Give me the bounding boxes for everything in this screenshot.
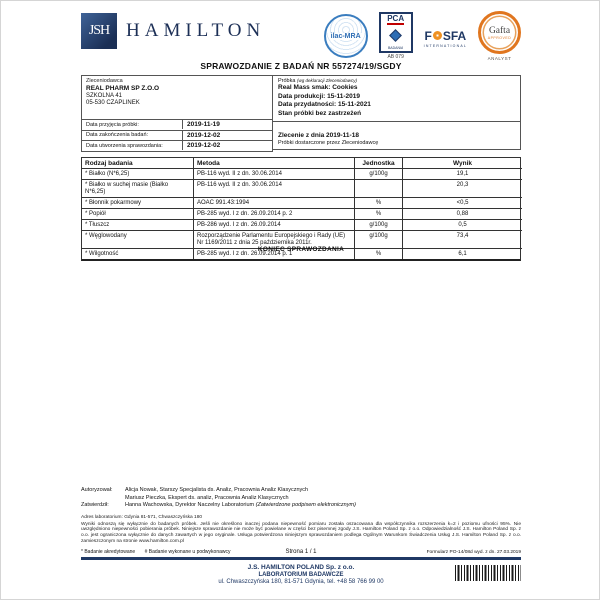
- sample-label-note: (wg deklaracji Zleceniodawcy): [296, 78, 357, 83]
- authorized-label-spacer: [81, 495, 125, 503]
- result-unit: g/100g: [355, 169, 403, 180]
- approved-person: [125, 502, 521, 510]
- result-method: PB-286 wyd. I z dn. 26.09.2014: [194, 220, 355, 231]
- form-number: Formularz PO-14/08d wyd. z dn. 27.03.2019: [426, 549, 521, 555]
- date-label: Data utworzenia sprawozdania:: [86, 142, 163, 149]
- lab-address: Adres laboratorium: Gdynia 81-571, Chwaszczyńska 180: [81, 514, 203, 520]
- fosfa-badge: [424, 29, 467, 48]
- result-method: PB-285 wyd. I z dn. 26.09.2014 p. 2: [194, 209, 355, 220]
- date-label: Data zakończenia badań:: [86, 132, 149, 139]
- footer-lab-name: LABORATORIUM BADAWCZE: [258, 571, 344, 578]
- result-name: * Węglowodany: [82, 231, 194, 249]
- header-rodzaj-badania: Rodzaj badania: [82, 158, 194, 169]
- ilac-mra-label: ilac-MRA: [330, 32, 361, 40]
- result-row: [82, 209, 520, 220]
- certification-badges: [324, 11, 521, 61]
- footnote-row: [81, 549, 521, 555]
- pca-badge: [379, 12, 413, 60]
- approved-person-text: Hanna Wachowska, Dyrektor Naczelny Laboratorium: [125, 502, 256, 508]
- client-box: [81, 75, 273, 120]
- sample-expiry-date: Data przydatności: 15-11-2021: [278, 101, 371, 108]
- result-unit: [355, 180, 403, 198]
- header-metoda: Metoda: [194, 158, 355, 169]
- results-table-header: [82, 158, 520, 169]
- result-value: 6,1: [458, 250, 467, 257]
- result-name: * Tłuszcz: [82, 220, 194, 231]
- fosfa-badge-icon: [424, 29, 466, 43]
- client-address-2: 05-530 CZAPLINEK: [86, 100, 140, 106]
- info-section: [81, 75, 521, 152]
- client-name: REAL PHARM SP Z.O.O: [86, 85, 160, 92]
- footnote-subcontractor: # Badanie wykonane u podwykonawcy: [144, 548, 231, 555]
- date-value: 2019-11-19: [182, 120, 274, 129]
- sample-condition: Stan próbki bez zastrzeżeń: [278, 109, 362, 117]
- result-value: 0,88: [403, 209, 522, 220]
- result-unit: %: [355, 249, 403, 259]
- fosfa-subtitle: INTERNATIONAL: [423, 43, 467, 48]
- end-of-report-note: KONIEC SPRAWOZDANIA: [257, 246, 345, 253]
- header-wynik: Wynik: [403, 158, 522, 169]
- report-title: SPRAWOZDANIE Z BADAŃ NR 557274/19/SGDY: [200, 61, 402, 71]
- client-column: [81, 75, 273, 152]
- result-name: * Błonnik pokarmowy: [82, 198, 194, 209]
- result-row: [82, 180, 520, 198]
- pca-label: PCA: [387, 14, 405, 23]
- approved-note: (Zatwierdzone podpisem elektronicznym): [255, 502, 356, 508]
- footer-divider: [81, 557, 521, 560]
- header: [81, 9, 521, 61]
- pca-badge-icon: [379, 12, 413, 53]
- result-method: Rozporządzenie Parlamentu Europejskiego i Rady (UE) Nr 1169/2011 z dnia 25 października 2011r.: [194, 231, 355, 249]
- result-method: PB-116 wyd. II z dn. 30.06.2014: [194, 169, 355, 180]
- result-value: 0,5: [403, 220, 522, 231]
- footer: [81, 564, 521, 585]
- gafta-badge: [478, 11, 521, 61]
- result-unit: g/100g: [355, 220, 403, 231]
- header-jednostka: Jednostka: [355, 158, 403, 169]
- result-row: [82, 169, 520, 180]
- hamilton-logo-icon: JSH: [81, 13, 117, 49]
- result-value: 19,1: [403, 169, 522, 180]
- pca-diamond-icon: [389, 29, 402, 42]
- ilac-mra-badge-icon: [324, 14, 368, 58]
- footer-address: ul. Chwaszczyńska 180, 81-571 Gdynia, tel. +48 58 766 99 00: [218, 578, 384, 585]
- bottom-section: [81, 487, 521, 585]
- footnote-legend: [81, 549, 285, 555]
- fosfa-label-suffix: SFA: [442, 28, 467, 43]
- authorized-person-1: Alicja Nowak, Starszy Specjalista ds. Analiz, Pracownia Analiz Klasycznych: [125, 487, 309, 493]
- order-delivery-note: Próbki dostarczone przez Zleceniodawcę: [278, 140, 379, 146]
- footnote-accredited: * Badanie akredytowane: [81, 548, 136, 555]
- date-value: 2019-12-02: [182, 141, 274, 150]
- authorization-row: [81, 502, 521, 510]
- result-unit: g/100g: [355, 231, 403, 249]
- date-row: [81, 120, 273, 131]
- date-value: 2019-12-02: [182, 131, 274, 140]
- gafta-approved-label: APPROVED: [487, 35, 512, 40]
- result-method: PB-285 wyd. I z dn. 26.09.2014 p. 1: [194, 249, 355, 259]
- gafta-label: Gafta: [488, 25, 511, 36]
- sample-label-text: Próbka: [278, 78, 296, 84]
- date-row: [81, 141, 273, 152]
- logo-wordmark: HAMILTON: [126, 20, 266, 41]
- order-box: [272, 122, 521, 150]
- approved-label: Zatwierdził:: [81, 502, 109, 508]
- sample-production-date: Data produkcji: 15-11-2019: [278, 92, 361, 100]
- barcode: [455, 565, 521, 581]
- authorized-person-2: Mariusz Pieczka, Ekspert ds. analiz, Pracownia Analiz Klasycznych: [125, 494, 289, 501]
- result-unit: %: [355, 198, 403, 209]
- hamilton-logo: [81, 13, 265, 49]
- result-row: [82, 220, 520, 231]
- client-address-1: SZKOLNA 41: [86, 93, 123, 99]
- result-name: * Białko (N*6,25): [82, 169, 194, 180]
- authorization-row: [81, 495, 521, 503]
- footer-company-name: J.S. HAMILTON POLAND Sp. z o.o.: [247, 563, 355, 571]
- result-unit: %: [355, 209, 403, 220]
- result-name: * Popiół: [82, 209, 194, 220]
- sample-name: Real Mass smak: Cookies: [278, 84, 358, 91]
- result-name: * Białko w suchej masie (Białko N*6,25): [82, 180, 194, 198]
- result-name: * Wilgotność: [82, 249, 194, 259]
- authorized-label: Autoryzował:: [81, 487, 113, 493]
- date-row: [81, 131, 273, 142]
- sample-column: [272, 75, 521, 152]
- fosfa-label-prefix: F: [424, 28, 432, 43]
- authorization-row: [81, 487, 521, 495]
- result-method: AOAC 991.43:1994: [194, 198, 355, 209]
- result-row: [82, 198, 520, 209]
- result-value: <0,5: [403, 198, 522, 209]
- page-number: Strona 1 / 1: [285, 548, 317, 555]
- client-label: Zleceniodawca: [86, 78, 123, 84]
- gafta-badge-icon: [478, 11, 521, 54]
- date-label: Data przyjęcia próbki:: [86, 121, 139, 128]
- order-date: Zlecenie z dnia 2019-11-18: [278, 132, 359, 139]
- pca-field-label: BADANIA: [387, 46, 404, 50]
- result-value: 73,4: [403, 231, 522, 249]
- result-method: PB-116 wyd. II z dn. 30.06.2014: [194, 180, 355, 198]
- disclaimer-text: Wyniki odnoszą się wyłącznie do badanych próbek. Jeśli nie określono inaczej podana niepewność pomiaru została oszacowana dla współczynnika rozszerzenia k=2 i poziomu ufności 95%. Nie uwzględniono niepewności pobierania próbek. Niniejsze sprawozdanie nie może być powielane w części bez pisemnej zgody J.S. Hamilton Poland Sp. z o.o. Odpowiedzialność J.S. Hamilton Poland Sp. z o.o. jest ograniczona wyłącznie do danych zawartych w jego oryginale. Usługa potwierdzona niniejszym sprawozdaniem podlega Ogólnym Warunkom Świadczenia Usług J.S. Hamilton Poland Sp. z o.o. zamieszczonym na stronie www.hamilton.com.pl: [81, 521, 521, 544]
- sample-box: [272, 75, 521, 122]
- pca-accreditation-number: AB 079: [387, 54, 404, 60]
- gafta-analyst-label: ANALYST: [487, 56, 512, 61]
- result-value: 20,3: [403, 180, 522, 198]
- fosfa-sun-icon: [433, 31, 442, 40]
